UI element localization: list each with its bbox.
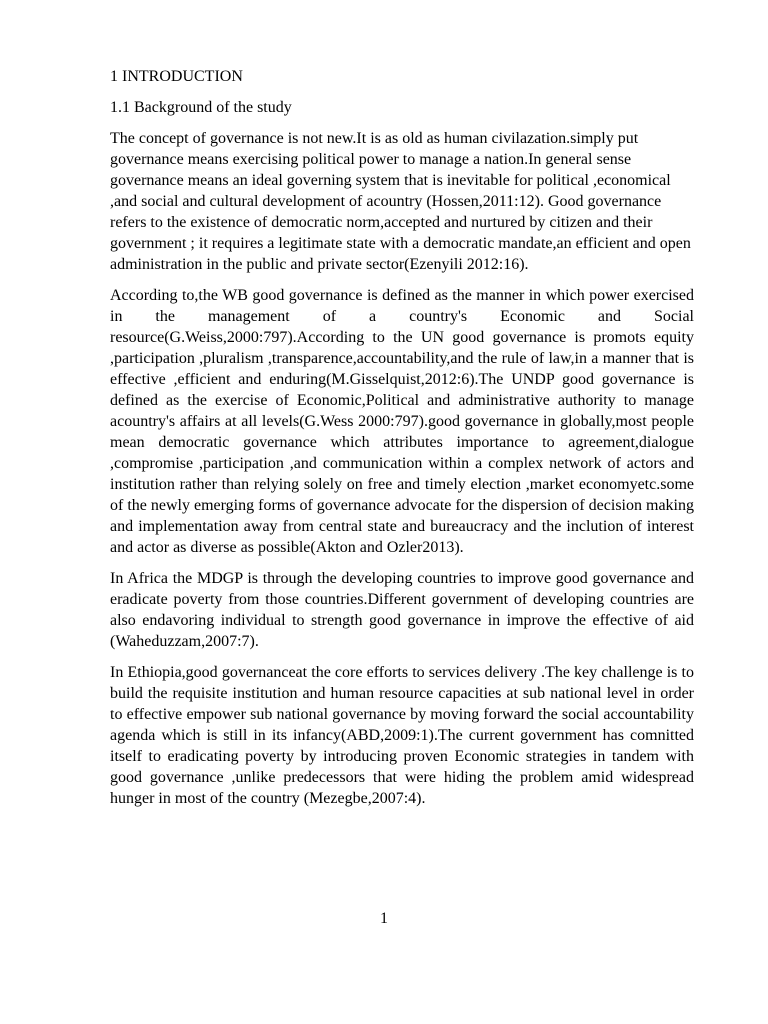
paragraph-3: In Africa the MDGP is through the developing countries to improve good governance and eradicate poverty from those countries.Different government of developing countries are also endavoring individual to strength good governance in improve the effective of aid (Waheduzzam,2007:7).: [110, 570, 694, 650]
section-heading: 1 INTRODUCTION: [110, 68, 243, 85]
paragraph-2: According to,the WB good governance is defined as the manner in which power exercised in the management of a country's Economic and Social resource(G.Weiss,2000:797).According to the UN good governance is promots equity ,participation ,pluralism ,transparence,accountability,and the rule of law,in a manner that is effective ,efficient and enduring(M.Gisselquist,2012:6).The UNDP good governance is defined as the exercise of Economic,Political and administrative authority to manage acountry's affairs at all levels(G.Wess 2000:797).good governance in globally,most people mean democratic governance which attributes importance to agreement,dialogue ,compromise ,participation ,and communication within a complex network of actors and institution rather than relying solely on free and timely election ,market economyetc.some of the newly emerging forms of governance advocate for the dispersion of decision making and implementation away from central state and bureaucracy and the inclution of interest and actor as diverse as possible(Akton and Ozler2013).: [110, 287, 694, 556]
paragraph-1: The concept of governance is not new.It is as old as human civilazation.simply put governance means exercising political power to manage a nation.In general sense governance means an ideal governing system that is inevitable for political ,economical ,and social and cultural development of acountry (Hossen,2011:12). Good governance refers to the existence of democratic norm,accepted and nurtured by citizen and their government ; it requires a legitimate state with a democratic mandate,an efficient and open administration in the public and private sector(Ezenyili 2012:16).: [110, 130, 691, 273]
paragraph-4: In Ethiopia,good governanceat the core efforts to services delivery .The key challenge is to build the requisite institution and human resource capacities at sub national level in order to effective empower sub national governance by moving forward the social accountability agenda which is still in its infancy(ABD,2009:1).The current government has comnitted itself to eradicating poverty by introducing proven Economic strategies in tandem with good governance ,unlike predecessors that were hiding the problem amid widespread hunger in most of the country (Mezegbe,2007:4).: [110, 664, 694, 807]
subsection-heading: 1.1 Background of the study: [110, 99, 292, 116]
page-number: 1: [380, 910, 388, 927]
document-page: [110, 66, 694, 819]
